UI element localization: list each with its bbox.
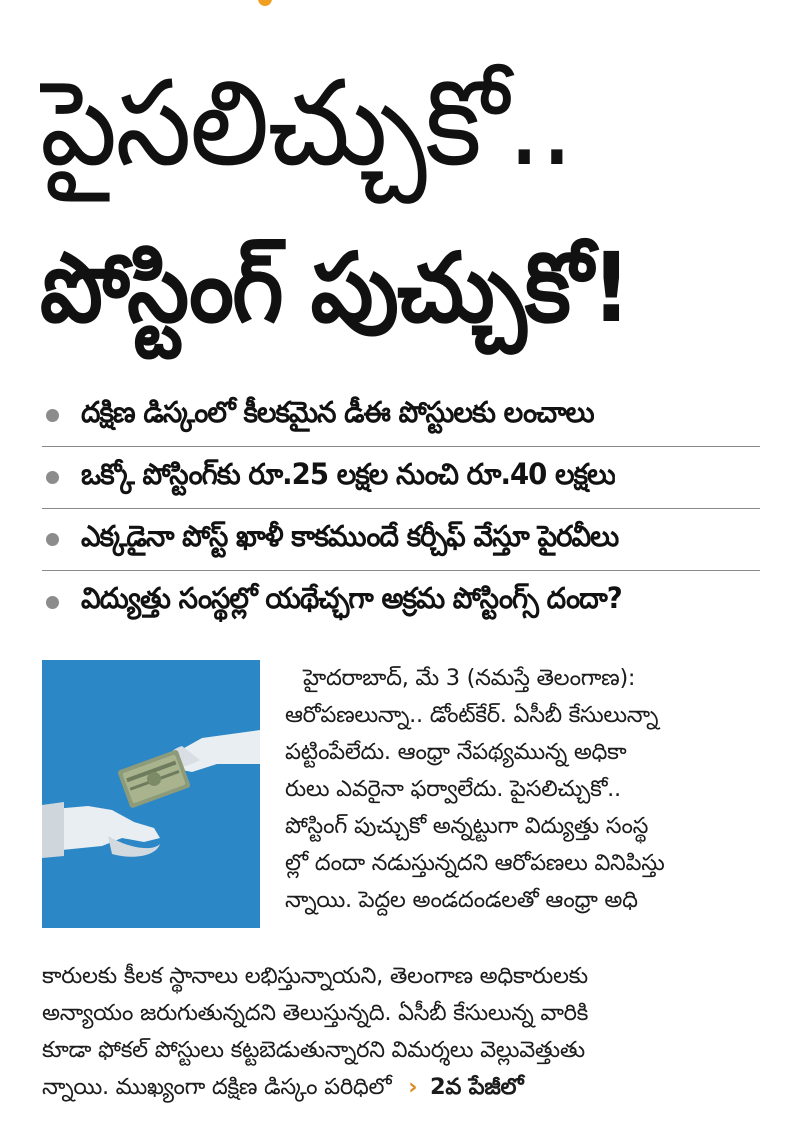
continued-on-page-link[interactable]: 2వ పేజీలో	[430, 1074, 524, 1100]
bullet-dot-icon	[46, 471, 59, 484]
article-line: ఆరోపణలున్నా.. డోంట్‌కేర్. ఏసీబీ కేసులున్నా	[285, 702, 659, 728]
headline-line-2: పోస్టింగ్ పుచ్చుకో!	[40, 232, 630, 344]
article-body-full-width	[42, 958, 764, 1106]
article-line: రులు ఎవరైనా ఫర్వాలేదు. పైసలిచ్చుకో..	[285, 776, 621, 802]
article-line: ల్లో దందా నడుస్తున్నదని ఆరోపణలు వినిపిస్తు	[285, 850, 665, 876]
top-decoration	[258, 0, 272, 6]
highlight-text: ఎక్కడైనా పోస్ట్ ఖాళీ కాకముందే కర్చీఫ్ వేస్తూ పైరవీలు	[81, 518, 619, 553]
article-last-line	[42, 1069, 764, 1106]
highlight-item	[42, 447, 760, 509]
article-line: పట్టింపేలేదు. ఆంధ్రా నేపథ్యమున్న అధికా	[285, 739, 627, 765]
highlight-item	[42, 571, 760, 633]
article-line: అన్యాయం జరుగుతున్నదని తెలుస్తున్నది. ఏసీబీ కేసులున్న వారికి	[42, 1000, 589, 1026]
bullet-dot-icon	[46, 596, 59, 609]
article-dateline: హైదరాబాద్, మే 3 (నమస్తే తెలంగాణ):	[303, 665, 636, 691]
headline-line-1: పైసలిచ్చుకో..	[40, 54, 573, 192]
bribe-handover-photo	[42, 660, 260, 928]
article-body-beside-photo	[285, 660, 763, 919]
hands-money-illustration	[42, 660, 260, 928]
highlights-list	[42, 385, 760, 633]
article-line: పోస్టింగ్ పుచ్చుకో అన్నట్టుగా విద్యుత్తు సంస్థ	[285, 813, 649, 839]
highlight-item	[42, 385, 760, 447]
highlight-text: విద్యుత్తు సంస్థల్లో యథేచ్ఛగా అక్రమ పోస్టింగ్స్ దందా?	[81, 581, 622, 615]
bullet-dot-icon	[46, 533, 59, 546]
highlight-text: దక్షిణ డిస్కంలో కీలకమైన డీఈ పోస్టులకు లంచాలు	[81, 394, 594, 429]
continued-arrow-icon: ›	[408, 1074, 418, 1100]
article-line: కూడా ఫోకల్ పోస్టులు కట్టబెడుతున్నారని విమర్శలు వెల్లువెత్తుతు	[42, 1037, 585, 1063]
highlight-item	[42, 509, 760, 571]
article-line: న్నాయి. పెద్దల అండదండలతో ఆంధ్రా అధి	[285, 887, 638, 913]
bullet-dot-icon	[46, 409, 59, 422]
highlight-text: ఒక్కో పోస్టింగ్‌కు రూ.25 లక్షల నుంచి రూ.40 లక్షలు	[81, 456, 616, 491]
article-line: కారులకు కీలక స్థానాలు లభిస్తున్నాయని, తెలంగాణ అధికారులకు	[42, 963, 588, 989]
article-line-text: న్నాయి. ముఖ్యంగా దక్షిణ డిస్కం పరిధిలో	[42, 1074, 392, 1100]
